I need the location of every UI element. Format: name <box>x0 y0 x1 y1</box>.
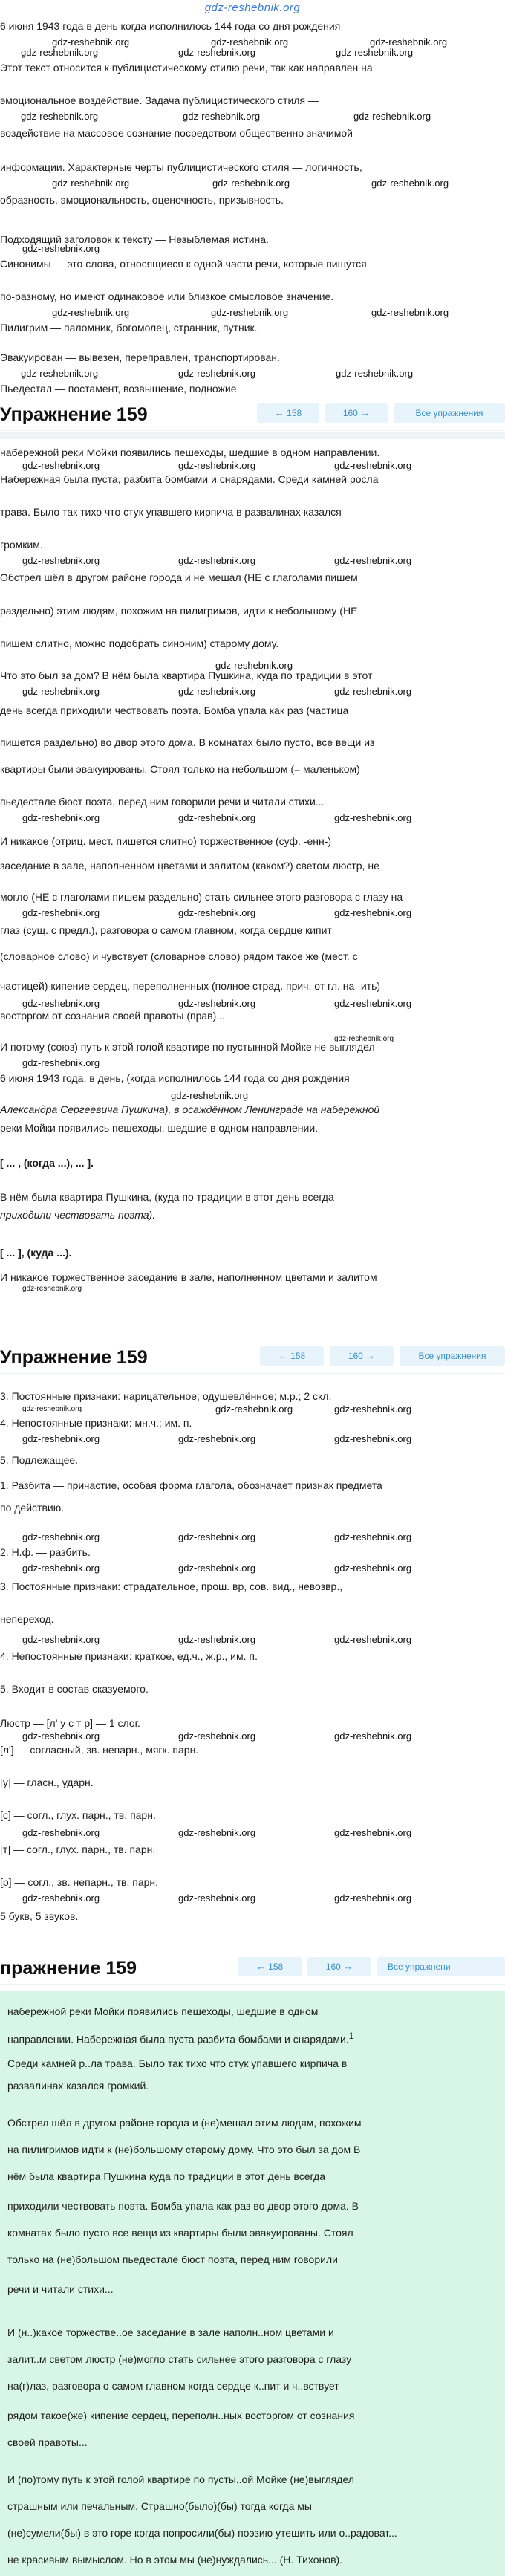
watermark: gdz-reshebnik.org <box>178 555 256 566</box>
arrow-right-icon: → <box>360 407 371 418</box>
watermark: gdz-reshebnik.org <box>22 812 100 823</box>
prev-exercise-label: 158 <box>287 408 302 418</box>
text-line: развалинах казался громкий. <box>7 2080 149 2092</box>
text-line: речи и читали стихи... <box>7 2283 114 2295</box>
prev-exercise-button[interactable] <box>238 1957 302 1976</box>
watermark: gdz-reshebnik.org <box>178 1827 256 1838</box>
watermark: gdz-reshebnik.org <box>334 812 412 823</box>
watermark: gdz-reshebnik.org <box>178 907 256 918</box>
text-line: [у] — гласн., ударн. <box>0 1777 94 1788</box>
watermark: gdz-reshebnik.org <box>178 812 256 823</box>
text-line <box>7 2031 505 2047</box>
text-line: пьедестале бюст поэта, перед ним говорили речи и читали стихи... <box>0 796 325 808</box>
next-exercise-button[interactable] <box>325 403 388 423</box>
text-line: квартиры были эвакуированы. Стоял только на небольшом (= маленьком) <box>0 763 360 775</box>
watermark: gdz-reshebnik.org <box>178 1730 256 1742</box>
text-line: частицей) кипение сердец, переполненных (полное страд. прич. от гл. на -ить) <box>0 980 381 992</box>
text-line: воздействие на массовое сознание посредством общественно значимой <box>0 127 353 139</box>
text-line: 4. Непостоянные признаки: мн.ч.; им. п. <box>0 1417 192 1429</box>
text-line: комнатах было пусто все вещи из квартиры были эвакуированы. Стоял <box>7 2227 354 2239</box>
text-line: Люстр — [л' у с т р] — 1 слог. <box>0 1717 140 1729</box>
text-line: раздельно) этим людям, похожим на пилигримов, идти к небольшому (НЕ <box>0 605 358 617</box>
next-exercise-label: 160 <box>325 1962 341 1972</box>
text-line: на(г)лаз, разговора о самом главном когда сердце к..пит и ч..вствует <box>7 2380 339 2392</box>
watermark: gdz-reshebnik.org <box>334 555 412 566</box>
prev-exercise-button[interactable] <box>257 403 319 423</box>
watermark: gdz-reshebnik.org <box>334 1404 412 1415</box>
text-line: по-разному, но имеют одинаковое или близкое смысловое значение. <box>0 291 334 302</box>
text-line: Среди камней р..ла трава. Было так тихо что стук упавшего кирпича в <box>7 2057 348 2069</box>
watermark: gdz-reshebnik.org <box>334 1531 412 1542</box>
watermark: gdz-reshebnik.org <box>336 368 414 379</box>
arrow-left-icon: ← <box>255 1961 266 1972</box>
text-line: [л'] — согласный, зв. непарн., мягк. парн. <box>0 1744 199 1756</box>
exercise-header <box>0 396 505 431</box>
text-line: глаз (сущ. с предл.), разговора о самом главном, когда сердце кипит <box>0 924 332 936</box>
text-line: громким. <box>0 539 43 551</box>
scheme-line: [ ... ], (куда ...). <box>0 1247 72 1259</box>
text-line: набережной реки Мойки появились пешеходы, шедшие в одном <box>7 2005 319 2017</box>
text-line: [р] — согл., зв. непарн., тв. парн. <box>0 1876 159 1888</box>
answer-text-section-2 <box>0 446 505 1293</box>
text-line: только на (не)большом пьедестале бюст поэта, перед ним говорили <box>7 2254 338 2265</box>
text-line: (словарное слово) и чувствует (словарное слово) рядом такое же (мест. с <box>0 950 358 962</box>
watermark: gdz-reshebnik.org <box>22 1563 100 1574</box>
watermark: gdz-reshebnik.org <box>22 1057 100 1068</box>
text-line: пишется раздельно) во двор этого дома. В комнатах было пусто, все вещи из <box>0 736 375 748</box>
text-span: направлении. Набережная была пуста разбита бомбами и снарядами. <box>7 2033 349 2045</box>
answer-text-section-1 <box>0 19 505 395</box>
watermark: gdz-reshebnik.org <box>178 1634 256 1645</box>
watermark: gdz-reshebnik.org <box>22 1285 82 1293</box>
text-line: Что это был за дом? В нём была квартира Пушкина, куда по традиции в этот <box>0 669 373 681</box>
text-line: 5 букв, 5 звуков. <box>0 1910 79 1922</box>
exercise-title: пражнение 159 <box>0 1958 137 1979</box>
all-exercises-button[interactable]: Все упражнения <box>394 403 505 423</box>
watermark: gdz-reshebnik.org <box>212 178 290 189</box>
watermark: gdz-reshebnik.org <box>22 1827 100 1838</box>
text-line: приходили чествовать поэта. Бомба упала как раз во двор этого дома. В <box>7 2200 359 2212</box>
watermark: gdz-reshebnik.org <box>334 1892 412 1904</box>
text-line: своей правоты... <box>7 2436 88 2448</box>
watermark: gdz-reshebnik.org <box>178 998 256 1009</box>
answer-text-section-3 <box>0 1389 505 1954</box>
text-line: Обстрел шёл в другом районе города и (не)мешал этим людям, похожим <box>7 2117 362 2129</box>
next-exercise-button[interactable] <box>307 1957 371 1976</box>
text-line: [т] — согл., глух. парн., тв. парн. <box>0 1843 156 1855</box>
watermark: gdz-reshebnik.org <box>178 47 256 58</box>
text-line: реки Мойки появились пешеходы, шедшие в одном направлении. <box>0 1122 319 1134</box>
watermark: gdz-reshebnik.org <box>22 1634 100 1645</box>
watermark: gdz-reshebnik.org <box>22 460 100 471</box>
watermark: gdz-reshebnik.org <box>22 1433 100 1444</box>
text-line: 5. Подлежащее. <box>0 1454 79 1466</box>
watermark: gdz-reshebnik.org <box>334 460 412 471</box>
watermark: gdz-reshebnik.org <box>22 686 100 697</box>
text-line: Пьедестал — постамент, возвышение, подножие. <box>0 383 240 395</box>
watermark: gdz-reshebnik.org <box>178 368 256 379</box>
text-line: 5. Входит в состав сказуемого. <box>0 1683 149 1695</box>
watermark: gdz-reshebnik.org <box>22 907 100 918</box>
text-line: заседание в зале, наполненном цветами и залитом (каком?) светом люстр, не <box>0 860 379 872</box>
text-line: 4. Непостоянные признаки: краткое, ед.ч., ж.р., им. п. <box>0 1650 258 1662</box>
watermark: gdz-reshebnik.org <box>334 1433 412 1444</box>
text-line: образность, эмоциональность, оценочность, призывность. <box>0 194 284 206</box>
all-exercises-button[interactable]: Все упражнения <box>400 1346 505 1366</box>
text-line: непереход. <box>0 1613 54 1625</box>
watermark: gdz-reshebnik.org <box>334 686 412 697</box>
watermark: gdz-reshebnik.org <box>371 178 449 189</box>
text-line: Александра Сергеевича Пушкина), в осаждённом Ленинграде на набережной <box>0 1103 380 1115</box>
text-line: восторгом от сознания своей правоты (прав)... <box>0 1010 225 1022</box>
text-line: день всегда приходили чествовать поэта. Бомба упала как раз (частица <box>0 704 349 716</box>
watermark: gdz-reshebnik.org <box>22 1730 100 1742</box>
text-line: приходили чествовать поэта). <box>0 1209 156 1221</box>
watermark: gdz-reshebnik.org <box>21 111 99 122</box>
watermark: gdz-reshebnik.org <box>334 998 412 1009</box>
text-line: 3. Постоянные признаки: нарицательное; одушевлённое; м.р.; 2 скл. <box>0 1390 332 1402</box>
exercise-header <box>0 1339 505 1374</box>
watermark: gdz-reshebnik.org <box>178 460 256 471</box>
scheme-line: [ ... , (когда ...), ... ]. <box>0 1157 94 1169</box>
watermark: gdz-reshebnik.org <box>336 47 414 58</box>
watermark: gdz-reshebnik.org <box>21 368 99 379</box>
text-line: Эвакуирован — вывезен, переправлен, транспортирован. <box>0 351 280 363</box>
text-line: набережной реки Мойки появились пешеходы, шедшие в одном направлении. <box>0 447 380 458</box>
next-exercise-label: 160 <box>342 408 358 418</box>
text-line: И потому (союз) путь к этой голой квартире по пустынной Мойке не выглядел <box>0 1041 375 1053</box>
text-line: 6 июня 1943 года в день когда исполнилось 144 года со дня рождения <box>0 20 341 32</box>
watermark: gdz-reshebnik.org <box>211 36 289 48</box>
prev-exercise-label: 158 <box>290 1351 306 1361</box>
text-line: И никакое торжественное заседание в зале, наполненном цветами и залитом <box>0 1271 377 1283</box>
text-line: 2. Н.ф. — разбить. <box>0 1546 91 1558</box>
text-line: трава. Было так тихо что стук упавшего кирпича в развалинах казался <box>0 506 342 518</box>
text-line: И (н..)какое торжестве..ое заседание в зале наполн..ном цветами и <box>7 2326 334 2338</box>
text-line: (не)сумели(бы) в это горе когда попросили(бы) поэзию утешить или о..радоват... <box>7 2527 397 2539</box>
watermark: gdz-reshebnik.org <box>22 243 100 254</box>
watermark: gdz-reshebnik.org <box>354 111 431 122</box>
textbook-excerpt <box>0 1991 505 2576</box>
watermark: gdz-reshebnik.org <box>178 1563 256 1574</box>
text-line: 6 июня 1943 года, в день, (когда исполнилось 144 года со дня рождения <box>0 1072 350 1084</box>
arrow-left-icon: ← <box>274 407 284 418</box>
text-line: Пилигрим — паломник, богомолец, странник, путник. <box>0 322 258 334</box>
watermark: gdz-reshebnik.org <box>22 555 100 566</box>
watermark: gdz-reshebnik.org <box>22 1531 100 1542</box>
watermark: gdz-reshebnik.org <box>334 1730 412 1742</box>
watermark: gdz-reshebnik.org <box>22 1405 82 1413</box>
watermark: gdz-reshebnik.org <box>171 1090 249 1101</box>
watermark: gdz-reshebnik.org <box>52 36 130 48</box>
watermark: gdz-reshebnik.org <box>215 660 293 671</box>
text-line: 1. Разбита — причастие, особая форма глагола, обозначает признак предмета <box>0 1479 382 1491</box>
next-exercise-button[interactable] <box>330 1346 394 1366</box>
text-line: страшным или печальным. Страшно(было)(бы) тогда когда мы <box>7 2500 312 2512</box>
text-line: Синонимы — это слова, относящиеся к одной части речи, которые пишутся <box>0 258 367 270</box>
watermark: gdz-reshebnik.org <box>21 47 99 58</box>
watermark: gdz-reshebnik.org <box>52 178 130 189</box>
watermark: gdz-reshebnik.org <box>334 1035 394 1043</box>
watermark: gdz-reshebnik.org <box>334 907 412 918</box>
text-line: на пилигримов идти к (не)большому старому дому. Что это был за дом В <box>7 2144 361 2155</box>
text-line: могло (НЕ с глаголами пишем раздельно) стать сильнее этого разговора с глазу на <box>0 891 403 903</box>
watermark: gdz-reshebnik.org <box>22 1892 100 1904</box>
watermark: gdz-reshebnik.org <box>178 1531 256 1542</box>
watermark: gdz-reshebnik.org <box>178 1433 256 1444</box>
text-line: рядом такое(же) кипение сердец, переполн..ных восторгом от сознания <box>7 2410 355 2421</box>
watermark: gdz-reshebnik.org <box>178 1892 256 1904</box>
watermark: gdz-reshebnik.org <box>334 1827 412 1838</box>
watermark: gdz-reshebnik.org <box>370 36 448 48</box>
watermark: gdz-reshebnik.org <box>371 307 449 318</box>
watermark: gdz-reshebnik.org <box>183 111 261 122</box>
prev-exercise-button[interactable] <box>260 1346 324 1366</box>
arrow-right-icon: → <box>365 1350 376 1361</box>
text-line: [с] — согл., глух. парн., тв. парн. <box>0 1809 156 1821</box>
text-line: Обстрел шёл в другом районе города и не мешал (НЕ с глаголами пишем <box>0 571 358 583</box>
text-line: 3. Постоянные признаки: страдательное, прош. вр, сов. вид., невозвр., <box>0 1580 343 1592</box>
text-line: Этот текст относится к публицистическому стилю речи, так как направлен на <box>0 62 373 74</box>
text-line: Подходящий заголовок к тексту — Незыблемая истина. <box>0 233 269 245</box>
watermark: gdz-reshebnik.org <box>334 1563 412 1574</box>
text-line: залит..м светом люстр (не)могло стать сильнее этого разговора с глазу <box>7 2353 352 2365</box>
prev-exercise-label: 158 <box>268 1962 284 1972</box>
exercise-title: Упражнение 159 <box>0 404 148 425</box>
arrow-right-icon: → <box>343 1961 354 1972</box>
text-line: И никакое (отриц. мест. пишется слитно) торжественное (суф. -енн-) <box>0 835 332 847</box>
watermark: gdz-reshebnik.org <box>178 686 256 697</box>
text-line: пишем слитно, можно подобрать синоним) старому дому. <box>0 637 279 649</box>
text-line: И (по)тому путь к этой голой квартире по пусты..ой Мойке (не)выглядел <box>7 2473 354 2485</box>
text-line: Набережная была пуста, разбита бомбами и снарядами. Среди камней росла <box>0 473 379 485</box>
watermark: gdz-reshebnik.org <box>334 1634 412 1645</box>
watermark: gdz-reshebnik.org <box>22 998 100 1009</box>
footnote-mark: 1 <box>348 2031 354 2041</box>
text-line: В нём была квартира Пушкина, (куда по традиции в этот день всегда <box>0 1191 334 1203</box>
watermark: gdz-reshebnik.org <box>52 307 130 318</box>
text-line: нём была квартира Пушкина куда по традиции в этот день всегда <box>7 2170 325 2182</box>
next-exercise-label: 160 <box>348 1351 363 1361</box>
all-exercises-button[interactable]: Все упражнени <box>377 1957 505 1976</box>
exercise-header <box>0 1950 505 1985</box>
text-line: по действию. <box>0 1502 65 1514</box>
arrow-left-icon: ← <box>278 1350 288 1361</box>
site-brand[interactable]: gdz-reshebnik.org <box>204 1 301 14</box>
text-line: не красивым вымыслом. Но в этом мы (не)нуждались... (Н. Тихонов). <box>7 2554 343 2566</box>
watermark: gdz-reshebnik.org <box>215 1404 293 1415</box>
exercise-title: Упражнение 159 <box>0 1347 148 1368</box>
text-line: информации. Характерные черты публицистического стиля — логичность, <box>0 161 362 173</box>
divider <box>0 432 505 439</box>
text-line: эмоциональное воздействие. Задача публицистического стиля — <box>0 94 319 106</box>
watermark: gdz-reshebnik.org <box>211 307 289 318</box>
